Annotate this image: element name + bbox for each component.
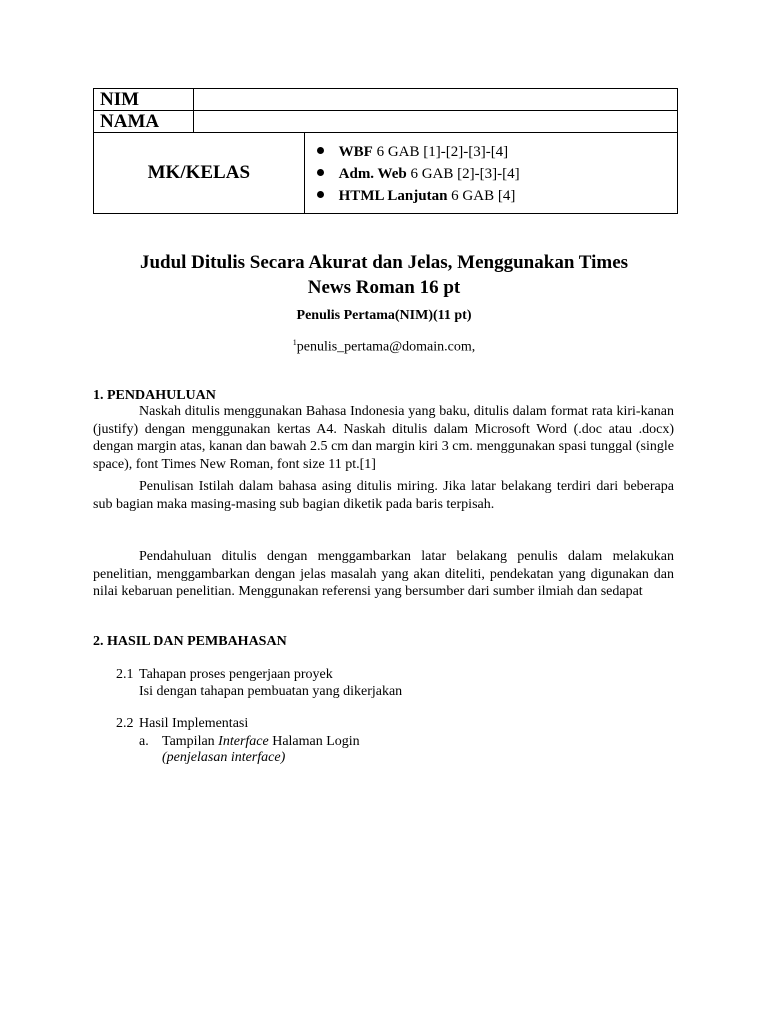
- nama-label: NAMA: [94, 111, 194, 133]
- nim-row: [94, 89, 678, 111]
- nim-value: [194, 89, 678, 111]
- identity-table: [93, 88, 678, 214]
- list-item-a: a. Tampilan Interface Halaman Login: [139, 734, 360, 749]
- nim-label: NIM: [94, 89, 194, 111]
- intro-paragraph-1: Naskah ditulis menggunakan Bahasa Indonesia yang baku, ditulis dalam format rata kiri-kanan (justify) dengan menggunakan kertas A4. Naskah ditulis dalam Microsoft Word (.doc atau .docx) dengan margin atas, kanan dan bawah 2.5 cm dan margin kiri 3 cm. menggunakan spasi tunggal (single space), font Times New Roman, font size 11 pt.[1]: [93, 404, 674, 472]
- mk-kelas-label: MK/KELAS: [94, 133, 305, 214]
- mk-row: [94, 133, 678, 214]
- intro-paragraph-3: Pendahuluan ditulis dengan menggambarkan latar belakang penulis dalam melakukan penelitian, menggambarkan dengan jelas masalah yang akan diteliti, pendekatan yang digunakan dan nilai kebaruan penelitian. Menggunakan referensi yang bersumber dari sumber ilmiah dan sedapat: [93, 549, 674, 599]
- author-email: $^1$penulis_pertama@domain.com,: [292, 338, 476, 355]
- course-item: WBF 6 GAB [1]-[2]-[3]-[4]: [315, 141, 677, 163]
- bullet-icon: [317, 169, 324, 176]
- subsection-2-1: 2.1 Tahapan proses pengerjaan proyek: [116, 667, 333, 682]
- course-list: [305, 134, 677, 213]
- nama-value: [194, 111, 678, 133]
- course-item: Adm. Web 6 GAB [2]-[3]-[4]: [315, 163, 677, 185]
- subsection-2-1-body: Isi dengan tahapan pembuatan yang dikerjakan: [139, 684, 403, 699]
- section-heading-results: 2. HASIL DAN PEMBAHASAN: [93, 634, 287, 649]
- section-heading-intro: 1. PENDAHULUAN: [93, 388, 216, 403]
- bullet-icon: [317, 147, 324, 154]
- author-line: Penulis Pertama(NIM)(11 pt): [296, 308, 472, 323]
- bullet-icon: [317, 191, 324, 198]
- course-item: HTML Lanjutan 6 GAB [4]: [315, 185, 677, 207]
- subsection-2-2: 2.2 Hasil Implementasi: [116, 716, 249, 731]
- paper-title: Judul Ditulis Secara Akurat dan Jelas, Menggunakan Times News Roman 16 pt: [139, 252, 629, 298]
- list-item-a-note: (penjelasan interface): [162, 750, 286, 765]
- course-list-cell: [304, 133, 677, 214]
- nama-row: [94, 111, 678, 133]
- intro-paragraph-2: Penulisan Istilah dalam bahasa asing ditulis miring. Jika latar belakang terdiri dari beberapa sub bagian maka masing-masing sub bagian diketik pada baris terpisah.: [93, 479, 674, 512]
